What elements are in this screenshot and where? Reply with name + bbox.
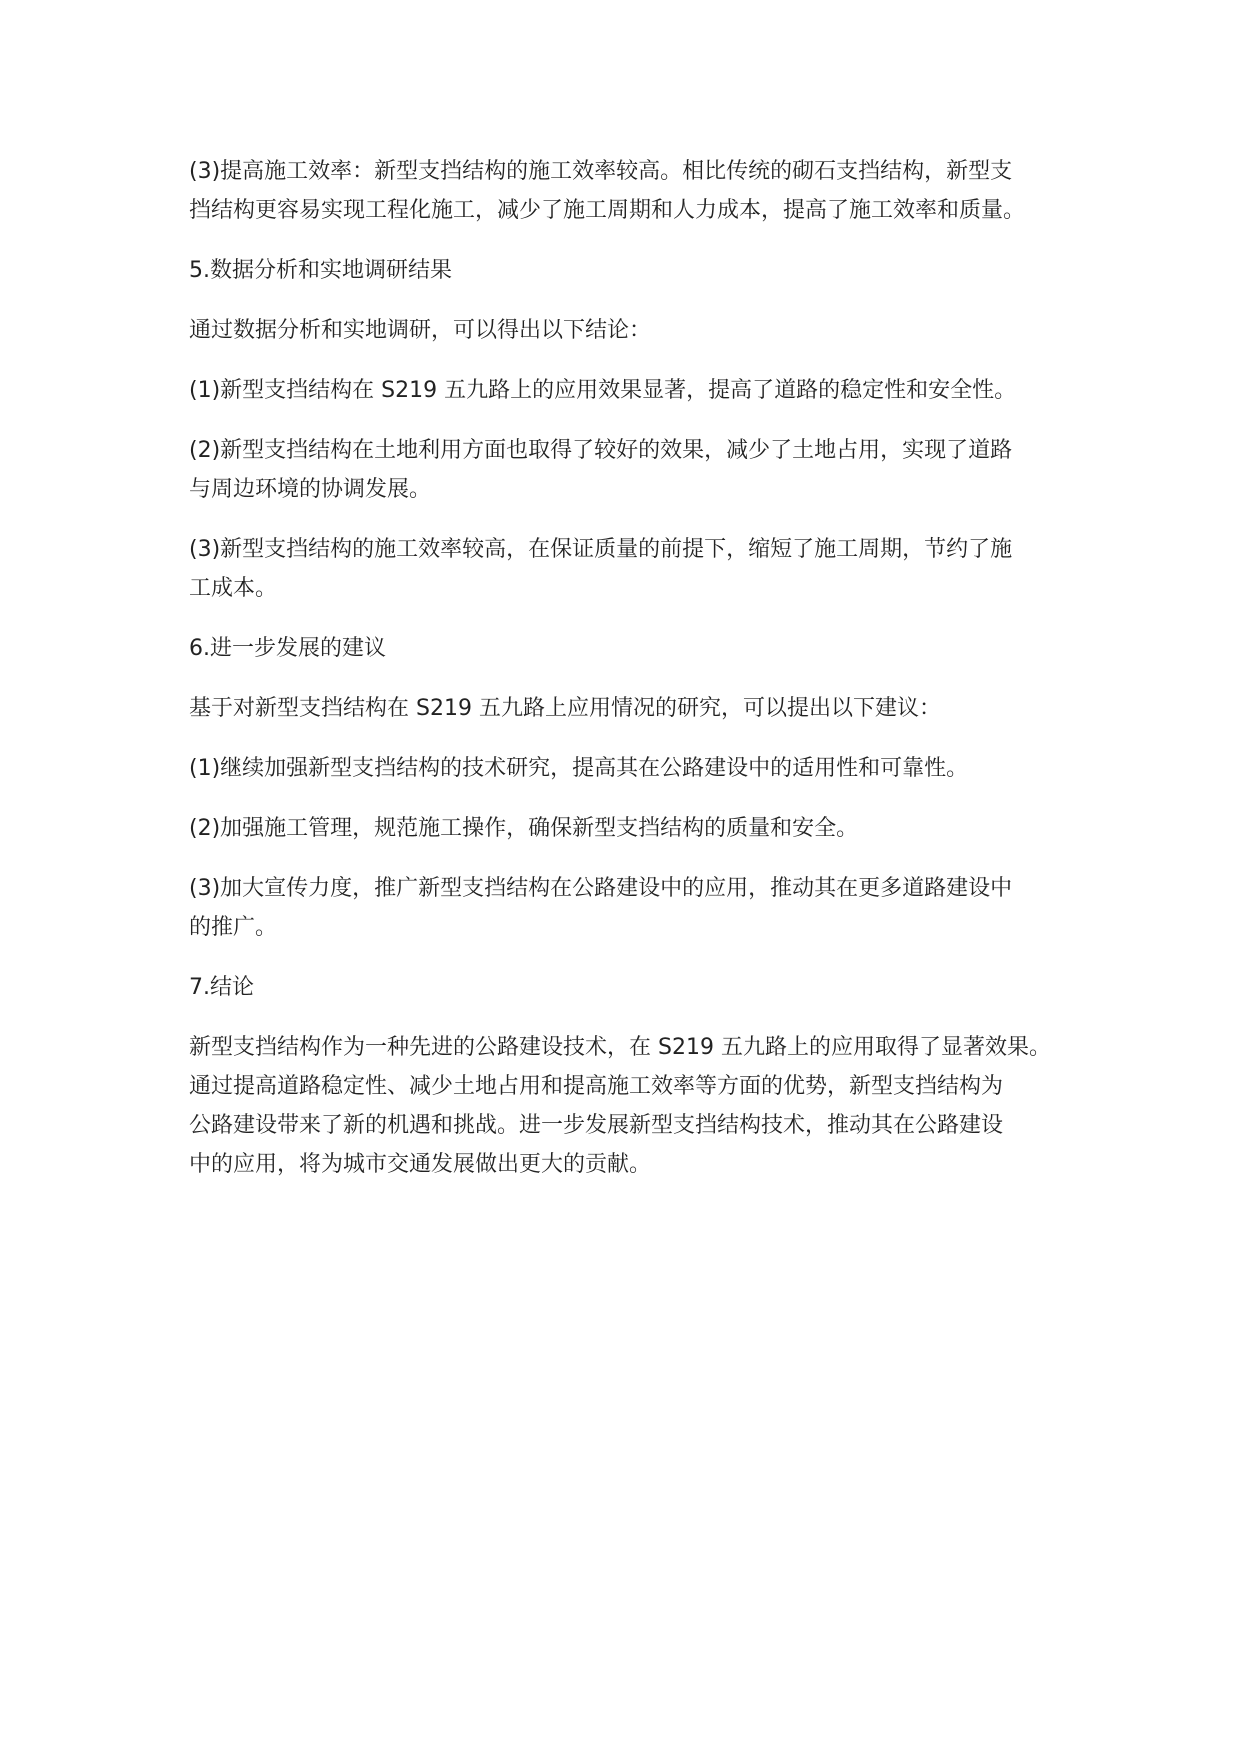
- section-heading-6: [189, 629, 1069, 668]
- text-line: (1)新型支挡结构在 S219 五九路上的应用效果显著，提高了道路的稳定性和安全性。: [189, 378, 1017, 403]
- heading-text: 7.结论: [189, 975, 254, 1000]
- paragraph-finding-1: [189, 371, 1069, 410]
- text-line: (3)提高施工效率：新型支挡结构的施工效率较高。相比传统的砌石支挡结构，新型支: [189, 159, 1013, 184]
- text-line: 公路建设带来了新的机遇和挑战。进一步发展新型支挡结构技术，推动其在公路建设: [189, 1113, 1004, 1138]
- paragraph-suggestion-3: [189, 869, 1069, 947]
- paragraph-suggestion-intro: [189, 689, 1069, 728]
- section-heading-5: [189, 251, 1069, 290]
- text-line: (2)新型支挡结构在土地利用方面也取得了较好的效果，减少了土地占用，实现了道路: [189, 438, 1013, 463]
- paragraph-suggestion-1: [189, 749, 1069, 788]
- paragraph-final-conclusion: [189, 1028, 1069, 1184]
- heading-text: 5.数据分析和实地调研结果: [189, 258, 452, 283]
- text-line: 挡结构更容易实现工程化施工，减少了施工周期和人力成本，提高了施工效率和质量。: [189, 198, 1026, 223]
- text-line: 新型支挡结构作为一种先进的公路建设技术，在 S219 五九路上的应用取得了显著效果。: [189, 1035, 1051, 1060]
- text-line: (3)加大宣传力度，推广新型支挡结构在公路建设中的应用，推动其在更多道路建设中: [189, 876, 1013, 901]
- paragraph-efficiency-benefit: [189, 152, 1069, 230]
- text-line: (1)继续加强新型支挡结构的技术研究，提高其在公路建设中的适用性和可靠性。: [189, 756, 969, 781]
- document-body: [189, 152, 1069, 1205]
- section-heading-7: [189, 968, 1069, 1007]
- text-line: (2)加强施工管理，规范施工操作，确保新型支挡结构的质量和安全。: [189, 816, 859, 841]
- text-line: 与周边环境的协调发展。: [189, 477, 432, 502]
- text-line: (3)新型支挡结构的施工效率较高，在保证质量的前提下，缩短了施工周期，节约了施: [189, 537, 1013, 562]
- paragraph-finding-2: [189, 431, 1069, 509]
- text-line: 的推广。: [189, 915, 278, 940]
- text-line: 通过提高道路稳定性、减少土地占用和提高施工效率等方面的优势，新型支挡结构为: [189, 1074, 1004, 1099]
- text-line: 通过数据分析和实地调研，可以得出以下结论：: [189, 318, 652, 343]
- paragraph-finding-3: [189, 530, 1069, 608]
- text-line: 中的应用，将为城市交通发展做出更大的贡献。: [189, 1152, 652, 1177]
- paragraph-conclusion-intro: [189, 311, 1069, 350]
- heading-text: 6.进一步发展的建议: [189, 636, 386, 661]
- text-line: 基于对新型支挡结构在 S219 五九路上应用情况的研究，可以提出以下建议：: [189, 696, 941, 721]
- paragraph-suggestion-2: [189, 809, 1069, 848]
- text-line: 工成本。: [189, 576, 278, 601]
